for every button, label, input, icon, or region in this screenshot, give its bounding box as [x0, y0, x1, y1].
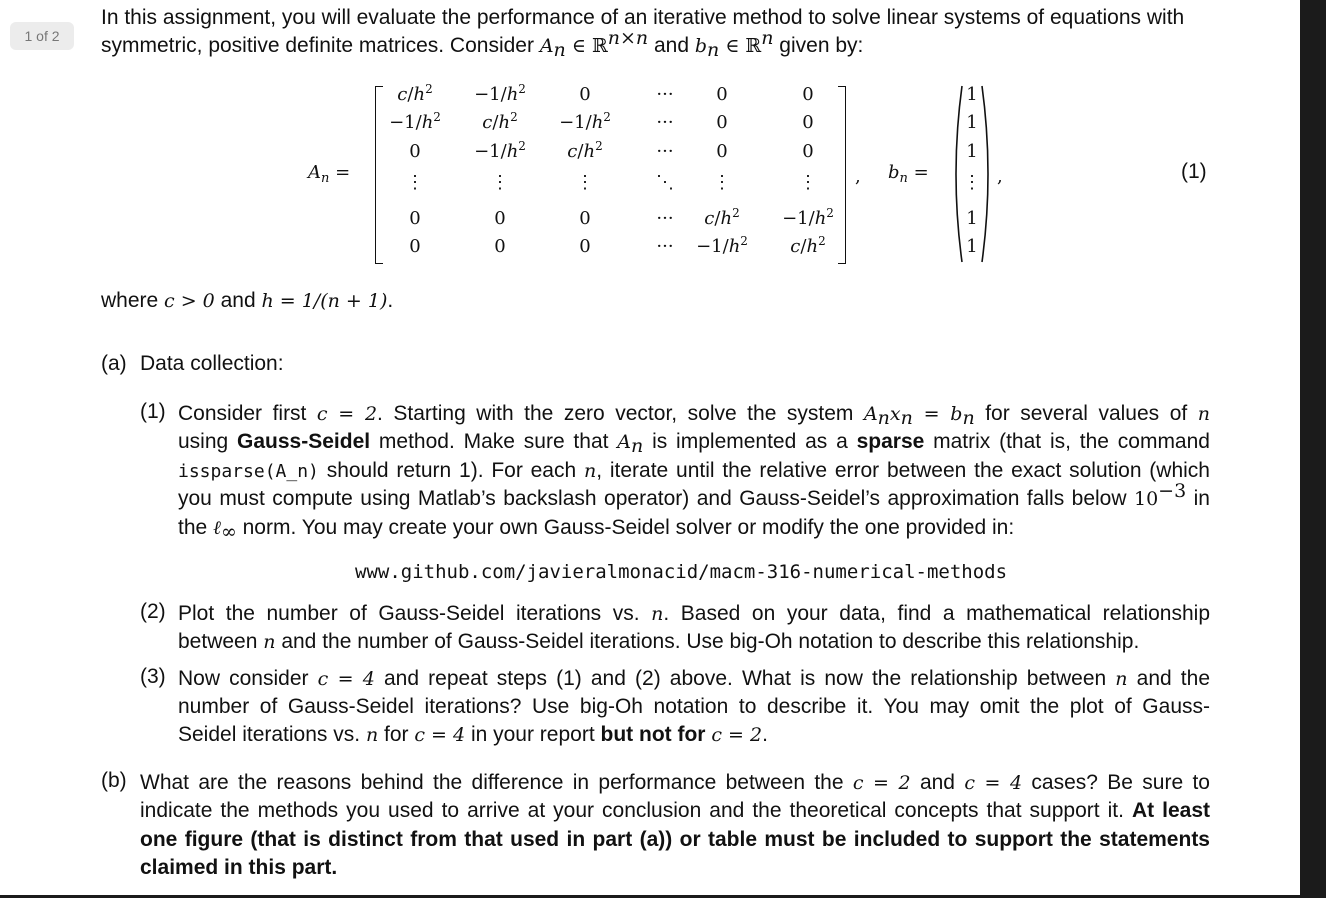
vector-b-label: $b_n$ = — [888, 162, 929, 186]
matrix-a-cell: ⋮ — [576, 172, 594, 193]
matrix-a-cell: ··· — [656, 141, 674, 162]
part-b-label: (b) — [101, 769, 127, 792]
matrix-a-cell: ⋱ — [656, 172, 674, 193]
matrix-a-cell: ⋮ — [799, 172, 817, 193]
part-a-label: (a) — [101, 352, 127, 375]
vector-b-cell: 1 — [966, 208, 978, 229]
matrix-a-cell: ⋮ — [713, 172, 731, 193]
matrix-a-cell: 0 — [409, 208, 421, 229]
matrix-a-cell: 0 — [716, 112, 728, 133]
matrix-a-cell: ··· — [656, 84, 674, 105]
matrix-a-cell: 0 — [494, 236, 506, 257]
matrix-a-cell: $c/h^2$ — [482, 110, 518, 133]
matrix-a-cell: 0 — [579, 84, 591, 105]
matrix-a-cell: 0 — [716, 84, 728, 105]
vector-b-cell: 1 — [966, 236, 978, 257]
vector-b-cell: 1 — [966, 112, 978, 133]
item-2-line-1: Plot the number of Gauss-Seidel iterations vs. n. Based on your data, find a mathematical relationship — [178, 602, 1210, 625]
vector-comma: , — [997, 166, 1003, 187]
matrix-a-cell: ··· — [656, 208, 674, 229]
matrix-a-cell: 0 — [579, 236, 591, 257]
item-3-line-2: number of Gauss-Seidel iterations? Use big-Oh notation to describe it. You may omit the plot of Gauss- — [178, 695, 1210, 718]
part-a-title: Data collection: — [140, 352, 284, 375]
page-indicator-badge: 1 of 2 — [10, 22, 74, 50]
item-1-line-3: issparse(A_n) should return 1). For each n, iterate until the relative error between the exact solution (which — [178, 459, 1210, 482]
matrix-a-cell: $c/h^2$ — [790, 234, 826, 257]
item-3-line-3: Seidel iterations vs. n for c = 4 in your report but not for c = 2. — [178, 723, 768, 746]
equation-number: (1) — [1181, 160, 1207, 183]
matrix-a-cell: ··· — [656, 236, 674, 257]
vector-b-cell: ⋮ — [963, 172, 981, 193]
part-b-line-4: claimed in this part. — [140, 856, 338, 879]
matrix-a-cell: 0 — [494, 208, 506, 229]
item-1-line-1: Consider first c = 2. Starting with the zero vector, solve the system $A_nx_n = b_n$ for several values of n — [178, 402, 1210, 429]
matrix-a-cell: $c/h^2$ — [397, 82, 433, 105]
matrix-a-cell: ··· — [656, 112, 674, 133]
item-3-line-1: Now consider c = 4 and repeat steps (1) and (2) above. What is now the relationship between n and the — [178, 667, 1210, 690]
vector-b-cell: 1 — [966, 84, 978, 105]
item-2-label: (2) — [140, 600, 166, 623]
intro-line-2: symmetric, positive definite matrices. Consider $A_n$ ∈ ℝ$^{n\times n}$ and $b_n$ ∈ ℝ$^n$ given by: — [101, 27, 864, 61]
code-issparse: issparse(A_n) — [178, 461, 319, 482]
github-url-link[interactable]: www.github.com/javieralmonacid/macm-316-numerical-methods — [355, 561, 1008, 583]
viewer-frame-right — [1300, 0, 1326, 898]
item-1-line-4: you must compute using Matlab’s backslash operator) and Gauss-Seidel’s approximation falls below $10^{-3}$ in — [178, 480, 1210, 510]
intro-line-1: In this assignment, you will evaluate the performance of an iterative method to solve linear systems of equations with — [101, 6, 1185, 29]
matrix-a-cell: $c/h^2$ — [567, 139, 603, 162]
matrix-a-cell: 0 — [802, 112, 814, 133]
matrix-a-cell: $-1/h^2$ — [696, 234, 748, 257]
part-b-line-1: What are the reasons behind the difference in performance between the c = 2 and c = 4 cases? Be sure to — [140, 771, 1210, 794]
matrix-a-cell: $c/h^2$ — [704, 206, 740, 229]
matrix-a-label: $A_n$ = — [308, 162, 351, 186]
matrix-a-cell: $-1/h^2$ — [474, 139, 526, 162]
matrix-a-cell: $-1/h^2$ — [389, 110, 441, 133]
matrix-a-cell: ⋮ — [406, 172, 424, 193]
item-1-line-5: the ℓ$_\infty$ norm. You may create your own Gauss-Seidel solver or modify the one provided in: — [178, 516, 1015, 543]
matrix-a-cell: ⋮ — [491, 172, 509, 193]
where-line: where c > 0 and h = 1/(n + 1). — [101, 289, 394, 312]
part-b-line-3: one figure (that is distinct from that used in part (a)) or table must be included to support the statements — [140, 828, 1210, 851]
part-b-line-2: indicate the methods you used to arrive at your conclusion and the theoretical concepts that support it. At least — [140, 799, 1210, 822]
item-3-label: (3) — [140, 665, 166, 688]
item-1-line-2: using Gauss-Seidel method. Make sure that $A_n$ is implemented as a sparse matrix (that is, the command — [178, 430, 1210, 457]
vector-b-cell: 1 — [966, 141, 978, 162]
matrix-a-cell: $-1/h^2$ — [474, 82, 526, 105]
item-2-line-2: between n and the number of Gauss-Seidel iterations. Use big-Oh notation to describe this relationship. — [178, 630, 1140, 653]
matrix-a-cell: 0 — [579, 208, 591, 229]
matrix-a-cell: 0 — [716, 141, 728, 162]
matrix-a-cell: 0 — [802, 141, 814, 162]
item-1-label: (1) — [140, 400, 166, 423]
matrix-comma: , — [855, 166, 861, 187]
matrix-a-cell: $-1/h^2$ — [782, 206, 834, 229]
matrix-a-cell: $-1/h^2$ — [559, 110, 611, 133]
matrix-a-cell: 0 — [409, 236, 421, 257]
matrix-a-cell: 0 — [802, 84, 814, 105]
matrix-a-cell: 0 — [409, 141, 421, 162]
